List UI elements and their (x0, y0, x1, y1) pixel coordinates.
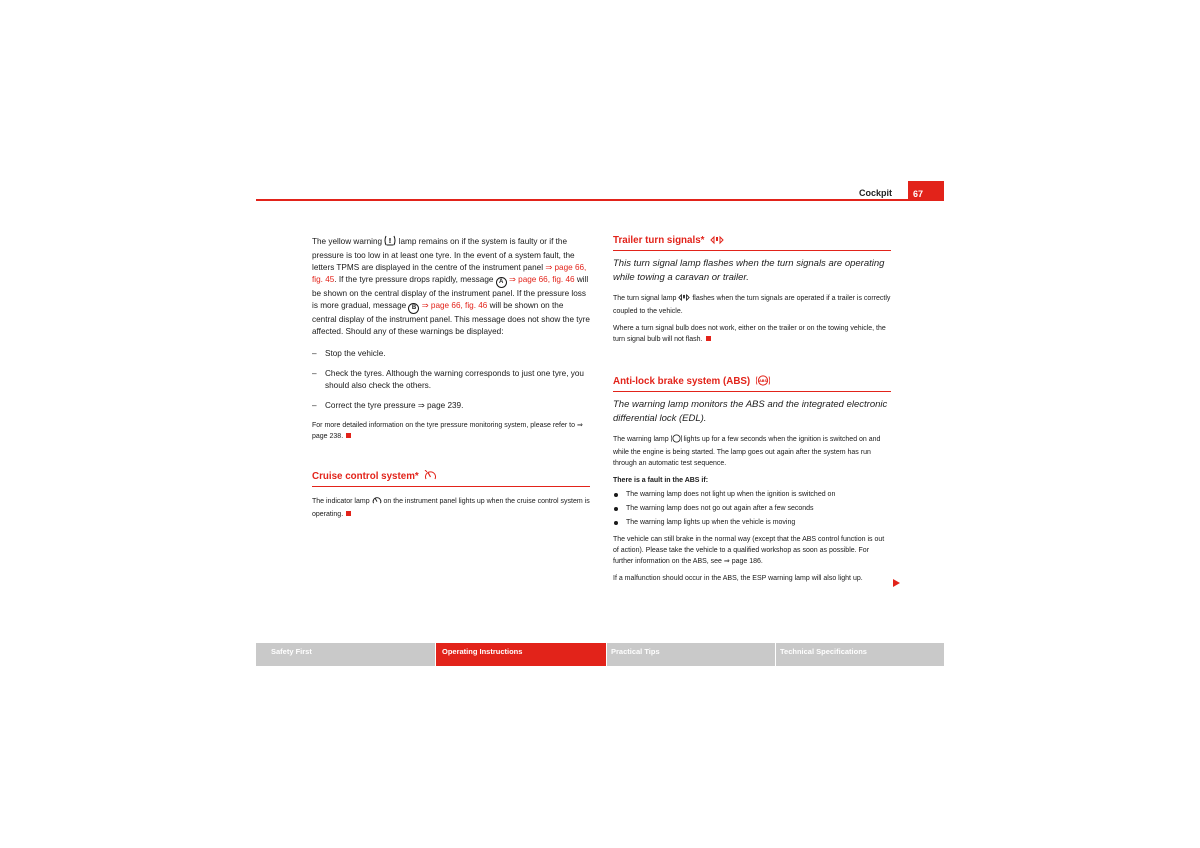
tab-technical-specifications[interactable]: Technical Specifications (776, 643, 944, 666)
cruise-control-icon (372, 496, 382, 509)
continue-arrow-icon (893, 579, 900, 587)
abs-heading: Anti-lock brake system (ABS) ABS (613, 375, 891, 392)
section-title: Cockpit (858, 188, 892, 198)
trailer-paragraph-2: Where a turn signal bulb does not work, either on the trailer or on the towing vehicle, the turn signal bulb will not flash. (613, 325, 886, 343)
tab-practical-tips[interactable]: Practical Tips (607, 643, 775, 666)
tyre-pressure-icon (384, 235, 396, 250)
list-item: The warning lamp does not light up when the ignition is switched on (613, 488, 891, 502)
left-column (312, 235, 590, 520)
footer-nav (256, 643, 944, 666)
list-item: The warning lamp does not go out again after a few seconds (613, 502, 891, 516)
tab-safety-first[interactable]: Safety First (256, 643, 435, 666)
tpms-paragraph: The yellow warning ! lamp remains on if the system is faulty or if the pressure is too low in at least one tyre. In the event of a system fault, the letters TPMS are displayed in the centre of the instrument panel ⇒ page 66, fig. 45. If the tyre pressure drops rapidly, message A ⇒ page 66, fig. 46 will be shown on the central display of the instrument panel. If the pressure loss is more gradual, message B ⇒ page 66, fig. 46 will be shown on the central display of the instrument panel. This message does not show the tyre affected. Should any of these warnings be displayed: (312, 237, 590, 336)
trailer-turn-signal-icon (678, 293, 690, 306)
abs-paragraph-1: The warning lamp lights up for a few seconds when the ignition is switched on and while the engine is being started. The lamp goes out again after the system has run through an automatic test sequence. (613, 436, 881, 467)
abs-icon (671, 434, 682, 447)
cruise-control-heading: Cruise control system* (312, 470, 590, 487)
abs-paragraph-2: The vehicle can still brake in the normal way (except that the ABS control function is out of action). Please take the vehicle to a qualified workshop as soon as possible. For further information on the ABS, see ⇒ page 186. (613, 536, 885, 565)
page-link-fig45[interactable]: ⇒ page 66, fig. 45 (312, 263, 587, 284)
action-steps (312, 348, 590, 412)
trailer-turn-signal-icon (710, 235, 724, 248)
section-end-mark (706, 336, 711, 341)
marker-b-icon: B (408, 303, 419, 314)
page-number: 67 (908, 181, 944, 201)
abs-fault-list (613, 488, 891, 530)
abs-intro: The warning lamp monitors the ABS and the integrated electronic differential lock (EDL). (613, 399, 888, 424)
list-item: – Check the tyres. Although the warning corresponds to just one tyre, you should also check the others. (312, 368, 590, 392)
tab-operating-instructions[interactable]: Operating Instructions (436, 643, 606, 666)
abs-icon (756, 375, 770, 389)
cruise-control-icon (424, 470, 437, 484)
marker-a-icon: A (496, 277, 507, 288)
abs-paragraph-3: If a malfunction should occur in the ABS, the ESP warning lamp will also light up. (613, 575, 863, 582)
header-rule (256, 199, 944, 201)
list-item: – Stop the vehicle. (312, 348, 590, 360)
trailer-intro: This turn signal lamp flashes when the turn signals are operating while towing a caravan or trailer. (613, 258, 885, 283)
section-end-mark (346, 433, 351, 438)
list-item: – Correct the tyre pressure ⇒ page 239. (312, 400, 590, 412)
svg-text:ABS: ABS (758, 379, 767, 383)
right-column (613, 235, 891, 584)
page-link-fig46-b[interactable]: ⇒ page 66, fig. 46 (421, 301, 488, 310)
trailer-turn-signals-heading: Trailer turn signals* (613, 235, 891, 251)
cruise-control-text: The indicator lamp on the instrument panel lights up when the cruise control system is operating. (312, 498, 590, 518)
tpms-note: For more detailed information on the tyre pressure monitoring system, please refer to ⇒ page 238. (312, 422, 583, 440)
page-link-fig46-a[interactable]: ⇒ page 66, fig. 46 (509, 275, 575, 284)
svg-text:!: ! (388, 237, 392, 245)
section-end-mark (346, 511, 351, 516)
trailer-paragraph-1: The turn signal lamp flashes when the turn signals are operated if a trailer is correctly coupled to the vehicle. (613, 295, 891, 315)
abs-fault-label: There is a fault in the ABS if: (613, 477, 709, 484)
list-item: The warning lamp lights up when the vehicle is moving (613, 516, 891, 530)
